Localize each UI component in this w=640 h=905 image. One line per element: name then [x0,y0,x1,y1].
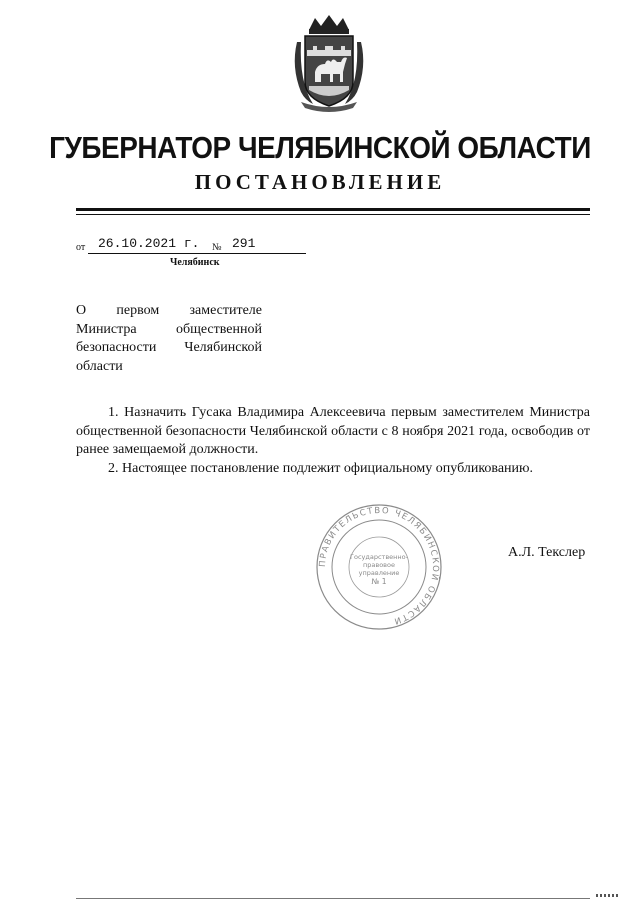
from-label: от [76,242,86,253]
footer-barcode-mark [596,894,620,897]
stamp-outer-text: ПРАВИТЕЛЬСТВО ЧЕЛЯБИНСКОЙ ОБЛАСТИ [317,505,441,627]
subject-line: О первом заместителе [76,303,262,318]
header-rule-thick [76,208,590,211]
document-date: 26.10.2021 г. [88,236,264,254]
subject-line: Министра общественной [76,321,262,337]
stamp-inner-line: правовое [363,561,395,569]
body-paragraph: 1. Назначить Гусака Владимира Алексеевича первым заместителем Министра общественной безопасности Челябинской области с 8 ноября 2021 года, освободив от ранее замещаемой должности. [76,405,590,457]
org-title: ГУБЕРНАТОР ЧЕЛЯБИНСКОЙ ОБЛАСТИ [49,130,591,165]
header-rule-thin [76,214,590,215]
city-label: Челябинск [170,257,220,268]
document-number: 291 [228,236,306,254]
number-label: № [212,242,222,253]
stamp-inner-line: Государственно- [350,553,408,561]
stamp-inner-line: № 1 [371,577,387,586]
signer-name: А.Л. Текслер [508,545,586,560]
stamp-inner-line: управление [358,569,400,577]
coat-of-arms-emblem [287,12,371,112]
subject-line: области [76,358,123,374]
official-stamp [315,503,443,631]
document-type: ПОСТАНОВЛЕНИЕ [194,170,446,194]
body-paragraph: 2. Настоящее постановление подлежит официальному опубликованию. [108,460,533,476]
subject-block [76,302,262,376]
subject-line: безопасности Челябинской [76,340,262,355]
footer-rule [76,898,590,899]
document-body [76,404,590,478]
